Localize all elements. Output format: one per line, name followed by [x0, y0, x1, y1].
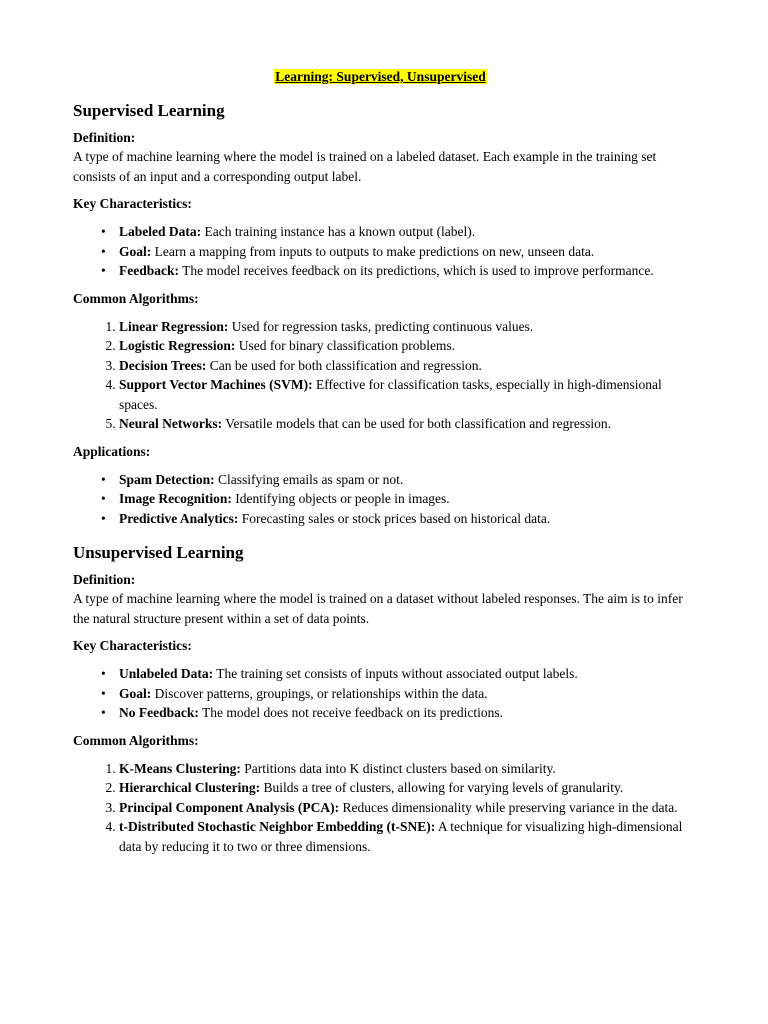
list-item-text: Identifying objects or people in images. [231, 491, 450, 506]
list-item-text: The training set consists of inputs without associated output labels. [213, 666, 578, 681]
list-item-text: Partitions data into K distinct clusters based on similarity. [240, 760, 556, 776]
definition-label: Definition: [73, 130, 136, 145]
algorithms-list [73, 317, 688, 434]
characteristics-label: Key Characteristics: [73, 196, 192, 211]
list-item [119, 414, 688, 434]
list-item-term: Logistic Regression: [119, 338, 236, 353]
list-item-text: Used for regression tasks, predicting continuous values. [228, 318, 534, 334]
applications-list [73, 470, 688, 529]
section-heading: Supervised Learning [73, 101, 225, 120]
definition-label: Definition: [73, 572, 136, 587]
list-item-term: Predictive Analytics: [119, 510, 239, 526]
characteristics-list [73, 222, 688, 281]
algorithms-list [73, 759, 688, 857]
list-item-term: Spam Detection: [119, 471, 215, 487]
list-item-text: Versatile models that can be used for both classification and regression. [222, 416, 611, 431]
list-item [119, 489, 688, 509]
characteristics-label: Key Characteristics: [73, 638, 192, 653]
list-item-term: Unlabeled Data: [119, 666, 214, 681]
list-item-term: Neural Networks: [119, 416, 223, 431]
algorithms-label: Common Algorithms: [73, 290, 199, 306]
list-item [119, 317, 688, 337]
list-item-text: Can be used for both classification and regression. [206, 357, 482, 373]
list-item [119, 817, 688, 856]
list-item [119, 356, 688, 376]
list-item [119, 336, 688, 356]
list-item-term: Feedback: [119, 263, 179, 278]
list-item-text: Reduces dimensionality while preserving variance in the data. [339, 799, 678, 815]
list-item-term: Principal Component Analysis (PCA): [119, 799, 340, 815]
list-item-text: Learn a mapping from inputs to outputs to make predictions on new, unseen data. [151, 243, 595, 259]
list-item-text: Classifying emails as spam or not. [214, 471, 404, 487]
list-item [119, 261, 688, 281]
list-item [119, 778, 688, 798]
list-item-text: Each training instance has a known output (label). [201, 224, 476, 239]
list-item [119, 242, 688, 262]
list-item-term: Image Recognition: [119, 491, 232, 506]
list-item-text: Forecasting sales or stock prices based on historical data. [238, 510, 551, 526]
section-heading: Unsupervised Learning [73, 543, 244, 562]
list-item-term: Goal: [119, 243, 152, 259]
list-item [119, 664, 688, 684]
definition-text: A type of machine learning where the model is trained on a labeled dataset. Each example in the training set consists of an input and a corresponding output label. [73, 149, 657, 184]
algorithms-label: Common Algorithms: [73, 732, 199, 748]
supervised-section [73, 100, 688, 528]
list-item-text: A technique for visualizing high-dimensional data by reducing it to two or three dimensions. [119, 819, 683, 854]
list-item [119, 509, 688, 529]
list-item-text: Effective for classification tasks, especially in high-dimensional spaces. [119, 377, 662, 412]
list-item [119, 798, 688, 818]
list-item-term: Support Vector Machines (SVM): [119, 377, 313, 392]
list-item [119, 703, 688, 723]
list-item [119, 222, 688, 242]
list-item [119, 375, 688, 414]
document-title: Learning: Supervised, Unsupervised [275, 69, 486, 84]
list-item-term: Decision Trees: [119, 357, 207, 373]
applications-label: Applications: [73, 443, 151, 459]
list-item-text: Used for binary classification problems. [235, 338, 456, 353]
list-item-term: K-Means Clustering: [119, 760, 241, 776]
definition-text: A type of machine learning where the model is trained on a dataset without labeled responses. The aim is to infer the natural structure present within a set of data points. [73, 591, 683, 626]
list-item-text: Builds a tree of clusters, allowing for varying levels of granularity. [260, 780, 624, 795]
list-item-text: The model does not receive feedback on its predictions. [198, 705, 504, 720]
list-item-term: Hierarchical Clustering: [119, 780, 261, 795]
list-item-term: Goal: [119, 685, 152, 701]
unsupervised-section [73, 542, 688, 856]
list-item-term: Linear Regression: [119, 318, 229, 334]
list-item-term: No Feedback: [119, 705, 199, 720]
characteristics-list [73, 664, 688, 723]
list-item [119, 759, 688, 779]
list-item-term: Labeled Data: [119, 224, 202, 239]
list-item [119, 684, 688, 704]
list-item-text: Discover patterns, groupings, or relationships within the data. [151, 685, 488, 701]
list-item [119, 470, 688, 490]
list-item-term: t-Distributed Stochastic Neighbor Embedding (t-SNE): [119, 819, 436, 834]
list-item-text: The model receives feedback on its predictions, which is used to improve performance. [179, 263, 654, 278]
